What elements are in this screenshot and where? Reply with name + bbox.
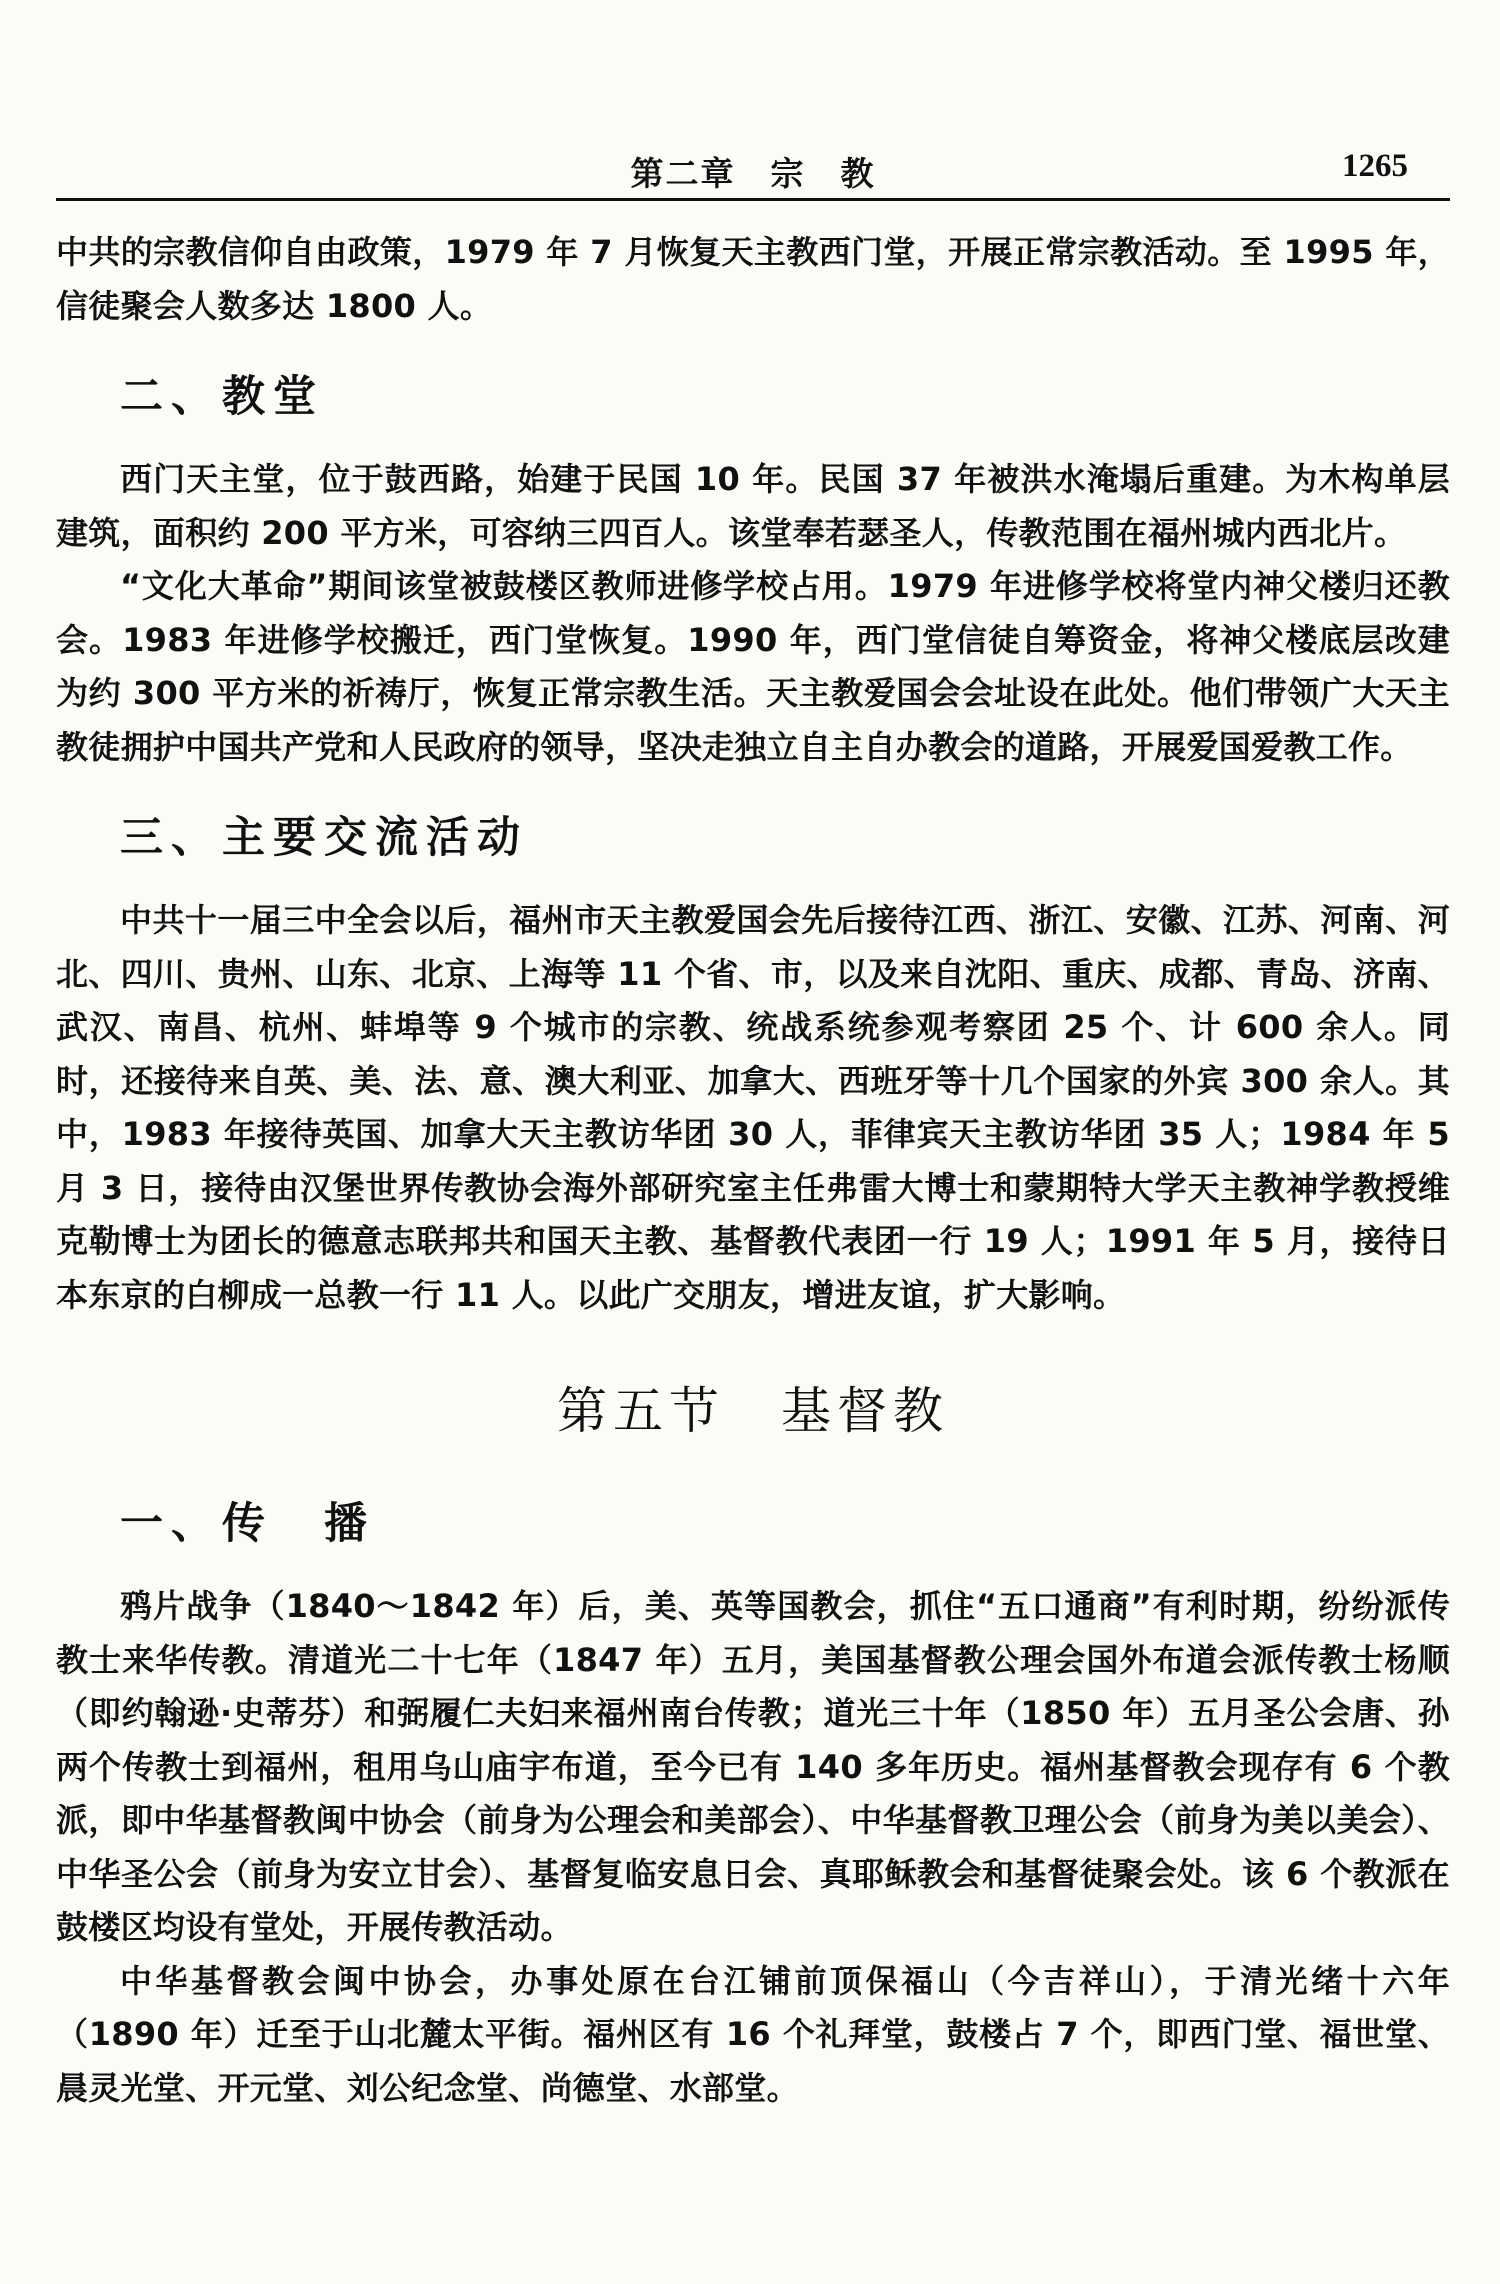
- heading-exchange-activities: 三、主要交流活动: [120, 813, 528, 863]
- paragraph-ximen-church: 西门天主堂，位于鼓西路，始建于民国 10 年。民国 37 年被洪水淹塌后重建。为木构单层建筑，面积约 200 平方米，可容纳三四百人。该堂奉若瑟圣人，传教范围在福州城内西北片。: [56, 460, 1450, 552]
- running-header: [56, 148, 1450, 201]
- heading-dissemination: 一、传 播: [120, 1499, 375, 1549]
- paragraph-minzhong-association: 中华基督教会闽中协会，办事处原在台江铺前顶保福山（今吉祥山），于清光绪十六年（1890 年）迁至于山北麓太平街。福州区有 16 个礼拜堂，鼓楼占 7 个，即西门堂、福世堂、晨灵光堂、开元堂、刘公纪念堂、尚德堂、水部堂。: [56, 1961, 1450, 2107]
- page-number: 1265: [1342, 148, 1408, 184]
- document-page: [56, 0, 1450, 2284]
- paragraph-cultural-revolution: “文化大革命”期间该堂被鼓楼区教师进修学校占用。1979 年进修学校将堂内神父楼归还教会。1983 年进修学校搬迁，西门堂恢复。1990 年，西门堂信徒自筹资金，将神父楼底层改建为约 300 平方米的祈祷厅，恢复正常宗教生活。天主教爱国会会址设在此处。他们带领广大天主教徒拥护中国共产党和人民政府的领导，坚决走独立自主自办教会的道路，开展爱国爱教工作。: [56, 567, 1450, 766]
- paragraph-exchange: 中共十一届三中全会以后，福州市天主教爱国会先后接待江西、浙江、安徽、江苏、河南、河北、四川、贵州、山东、北京、上海等 11 个省、市，以及来自沈阳、重庆、成都、青岛、济南、武汉、南昌、杭州、蚌埠等 9 个城市的宗教、统战系统参观考察团 25 个、计 600 余人。同时，还接待来自英、美、法、意、澳大利亚、加拿大、西班牙等十几个国家的外宾 300 余人。其中，1983 年接待英国、加拿大天主教访华团 30 人，菲律宾天主教访华团 35 人；1984 年 5 月 3 日，接待由汉堡世界传教协会海外部研究室主任弗雷大博士和蒙期特大学天主教神学教授维克勒博士为团长的德意志联邦共和国天主教、基督教代表团一行 19 人；1991 年 5 月，接待日本东京的白柳成一总教一行 11 人。以此广交朋友，增进友谊，扩大影响。: [56, 901, 1450, 1314]
- paragraph-continuation: 中共的宗教信仰自由政策，1979 年 7 月恢复天主教西门堂，开展正常宗教活动。至 1995 年，信徒聚会人数多达 1800 人。: [56, 233, 1450, 325]
- section-title-christianity: 第五节 基督教: [557, 1382, 949, 1440]
- document-body: [56, 226, 1450, 2115]
- paragraph-dissemination: 鸦片战争（1840～1842 年）后，美、英等国教会，抓住“五口通商”有利时期，纷纷派传教士来华传教。清道光二十七年（1847 年）五月，美国基督教公理会国外布道会派传教士杨顺（即约翰逊·史蒂芬）和弼履仁夫妇来福州南台传教；道光三十年（1850 年）五月圣公会唐、孙两个传教士到福州，租用乌山庙宇布道，至今已有 140 多年历史。福州基督教会现存有 6 个教派，即中华基督教闽中协会（前身为公理会和美部会）、中华基督教卫理公会（前身为美以美会）、中华圣公会（前身为安立甘会）、基督复临安息日会、真耶稣教会和基督徒聚会处。该 6 个教派在鼓楼区均设有堂处，开展传教活动。: [56, 1587, 1450, 1946]
- chapter-title: 第二章 宗 教: [630, 154, 876, 193]
- heading-churches: 二、教堂: [120, 372, 324, 422]
